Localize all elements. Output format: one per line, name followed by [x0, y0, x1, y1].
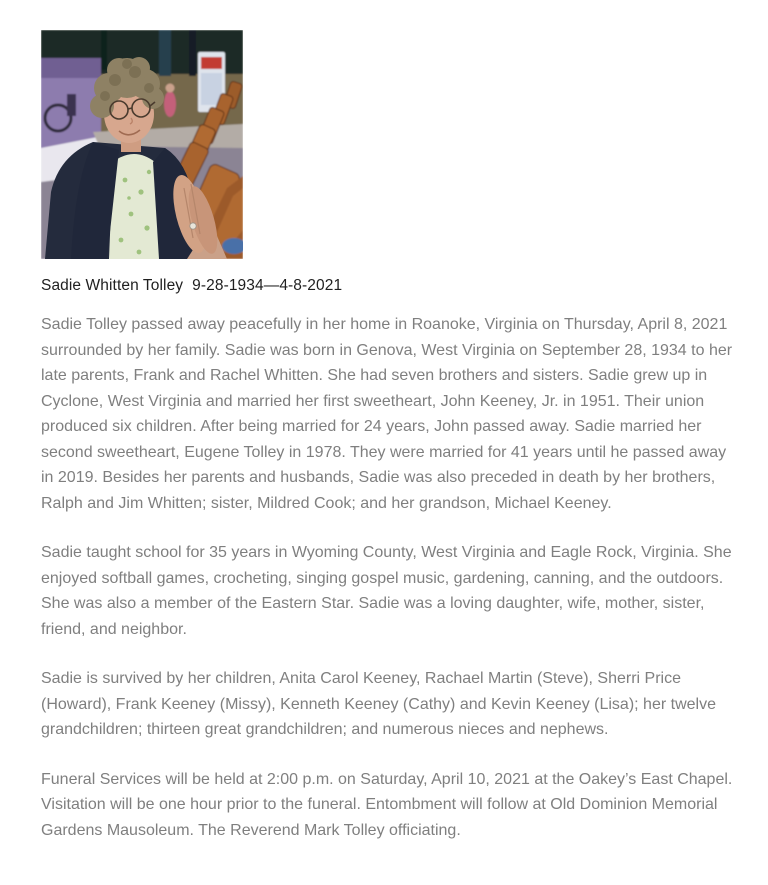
- obituary-title: [41, 277, 742, 295]
- portrait-photo-illustration: [41, 30, 243, 259]
- obituary-body: [41, 312, 743, 843]
- paragraph-survivors: Sadie is survived by her children, Anita Carol Keeney, Rachael Martin (Steve), Sherri Price (Howard), Frank Keeney (Missy), Kenneth Keeney (Cathy) and Kevin Keeney (Lisa); her twelve grandchildren; thirteen great grandchildren; and numerous nieces and nephews.: [41, 670, 716, 738]
- portrait-photo: [41, 30, 243, 259]
- paragraph-career-hobbies: Sadie taught school for 35 years in Wyoming County, West Virginia and Eagle Rock, Virginia. She enjoyed softball games, crocheting, singing gospel music, gardening, canning, and the outdoors. She was also a member of the Eastern Star. Sadie was a loving daughter, wife, mother, sister, friend, and neighbor.: [41, 544, 732, 638]
- paragraph-life-summary: Sadie Tolley passed away peacefully in her home in Roanoke, Virginia on Thursday, April 8, 2021 surrounded by her family. Sadie was born in Genova, West Virginia on September 28, 1934 to her late parents, Frank and Rachel Whitten. She had seven brothers and sisters. Sadie grew up in Cyclone, West Virginia and married her first sweetheart, John Keeney, Jr. in 1951. Their union produced six children. After being married for 24 years, John passed away. Sadie married her second sweetheart, Eugene Tolley in 1978. They were married for 41 years until he passed away in 2019. Besides her parents and husbands, Sadie was also preceded in death by her brothers, Ralph and Jim Whitten; sister, Mildred Cook; and her grandson, Michael Keeney.: [41, 316, 733, 512]
- life-dates: 9-28-1934—4-8-2021: [192, 277, 343, 294]
- deceased-name: Sadie Whitten Tolley: [41, 277, 184, 294]
- paragraph-funeral-services: Funeral Services will be held at 2:00 p.m. on Saturday, April 10, 2021 at the Oakey’s East Chapel. Visitation will be one hour prior to the funeral. Entombment will follow at Old Dominion Memorial Gardens Mausoleum. The Reverend Mark Tolley officiating.: [41, 770, 733, 839]
